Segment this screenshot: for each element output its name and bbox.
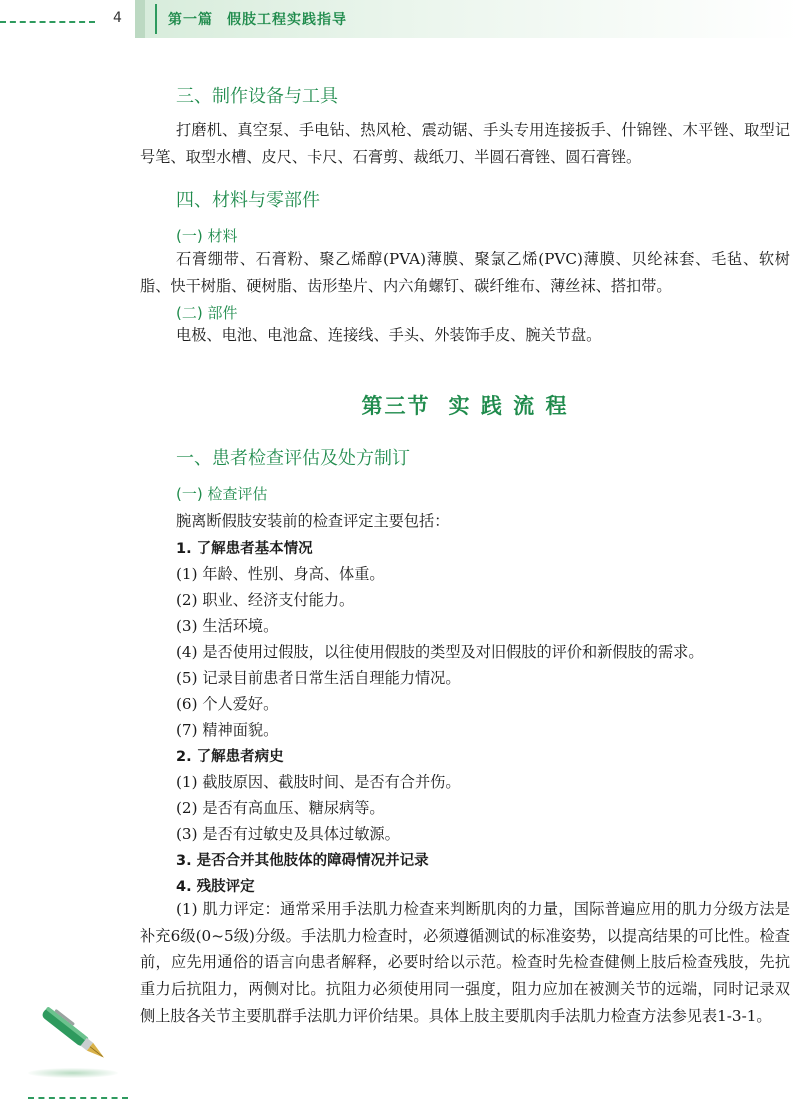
list-item: (4) 是否使用过假肢，以往使用假肢的类型及对旧假肢的评价和新假肢的需求。 xyxy=(176,643,704,661)
book-title: 假肢工程实践指导 xyxy=(227,12,347,28)
item-1-title: 1. 了解患者基本情况 xyxy=(176,541,313,557)
header-divider xyxy=(155,4,157,34)
item-2-title: 2. 了解患者病史 xyxy=(176,749,284,765)
heading-materials: 四、材料与零部件 xyxy=(176,190,320,211)
list-item: (2) 职业、经济支付能力。 xyxy=(176,591,355,609)
para-materials: 石膏绷带、石膏粉、聚乙烯醇(PVA)薄膜、聚氯乙烯(PVC)薄膜、贝纶袜套、毛毡、软树脂、快干树脂、硬树脂、齿形垫片、内六角螺钉、碳纤维布、薄丝袜、搭扣带。 xyxy=(140,250,790,295)
heading-tools: 三、制作设备与工具 xyxy=(176,86,338,107)
intro-line: 腕离断假肢安装前的检查评定主要包括： xyxy=(176,512,450,530)
subheading-exam: (一) 检查评估 xyxy=(176,485,268,503)
list-item: (5) 记录目前患者日常生活自理能力情况。 xyxy=(176,669,461,687)
list-item: (7) 精神面貌。 xyxy=(176,721,279,739)
item-4-title: 4. 残肢评定 xyxy=(176,879,255,895)
header-tab-edge xyxy=(135,0,145,38)
running-title xyxy=(168,9,347,29)
page-header xyxy=(0,0,800,44)
list-item: (3) 生活环境。 xyxy=(176,617,279,635)
section-number: 第三节 xyxy=(361,393,431,418)
list-item: (1) 截肢原因、截肢时间、是否有合并伤。 xyxy=(176,773,461,791)
section-title xyxy=(140,390,790,420)
para-tools: 打磨机、真空泵、手电钻、热风枪、震动锯、手头专用连接扳手、什锦锉、木平锉、取型记号笔、取型水槽、皮尺、卡尺、石膏剪、裁纸刀、半圆石膏锉、圆石膏锉。 xyxy=(140,121,790,166)
para-muscle-strength: (1) 肌力评定：通常采用手法肌力检查来判断肌肉的力量，国际普遍应用的肌力分级方法是补充6级(0~5级)分级。手法肌力检查时，必须遵循测试的标准姿势，以提高结果的可比性。检查前，应先用通俗的语言向患者解释，必要时给以示范。检查时先检查健侧上肢后检查残肢，先抗重力后抗阻力，两侧对比。抗阻力必须使用同一强度，阻力应加在被测关节的远端，同时记录双侧上肢各关节主要肌群手法肌力评价结果。具体上肢主要肌肉手法肌力检查方法参见表1-3-1。 xyxy=(140,900,790,1025)
list-item: (1) 年龄、性别、身高、体重。 xyxy=(176,565,385,583)
heading-assessment: 一、患者检查评估及处方制订 xyxy=(176,448,410,469)
footer-dashed-line xyxy=(28,1097,128,1099)
header-dashed-line xyxy=(0,21,95,23)
list-item: (3) 是否有过敏史及具体过敏源。 xyxy=(176,825,400,843)
pen-icon xyxy=(30,995,120,1075)
list-item: (6) 个人爱好。 xyxy=(176,695,279,713)
page-number: 4 xyxy=(113,10,122,26)
subheading-parts: (二) 部件 xyxy=(176,304,238,322)
list-item: (2) 是否有高血压、糖尿病等。 xyxy=(176,799,385,817)
para-parts: 电极、电池、电池盒、连接线、手头、外装饰手皮、腕关节盘。 xyxy=(176,326,602,344)
section-name: 实 践 流 程 xyxy=(448,393,569,418)
subheading-materials: (一) 材料 xyxy=(176,227,238,245)
pen-shadow xyxy=(28,1068,118,1078)
item-3-title: 3. 是否合并其他肢体的障碍情况并记录 xyxy=(176,853,429,869)
part-label: 第一篇 xyxy=(168,12,213,28)
